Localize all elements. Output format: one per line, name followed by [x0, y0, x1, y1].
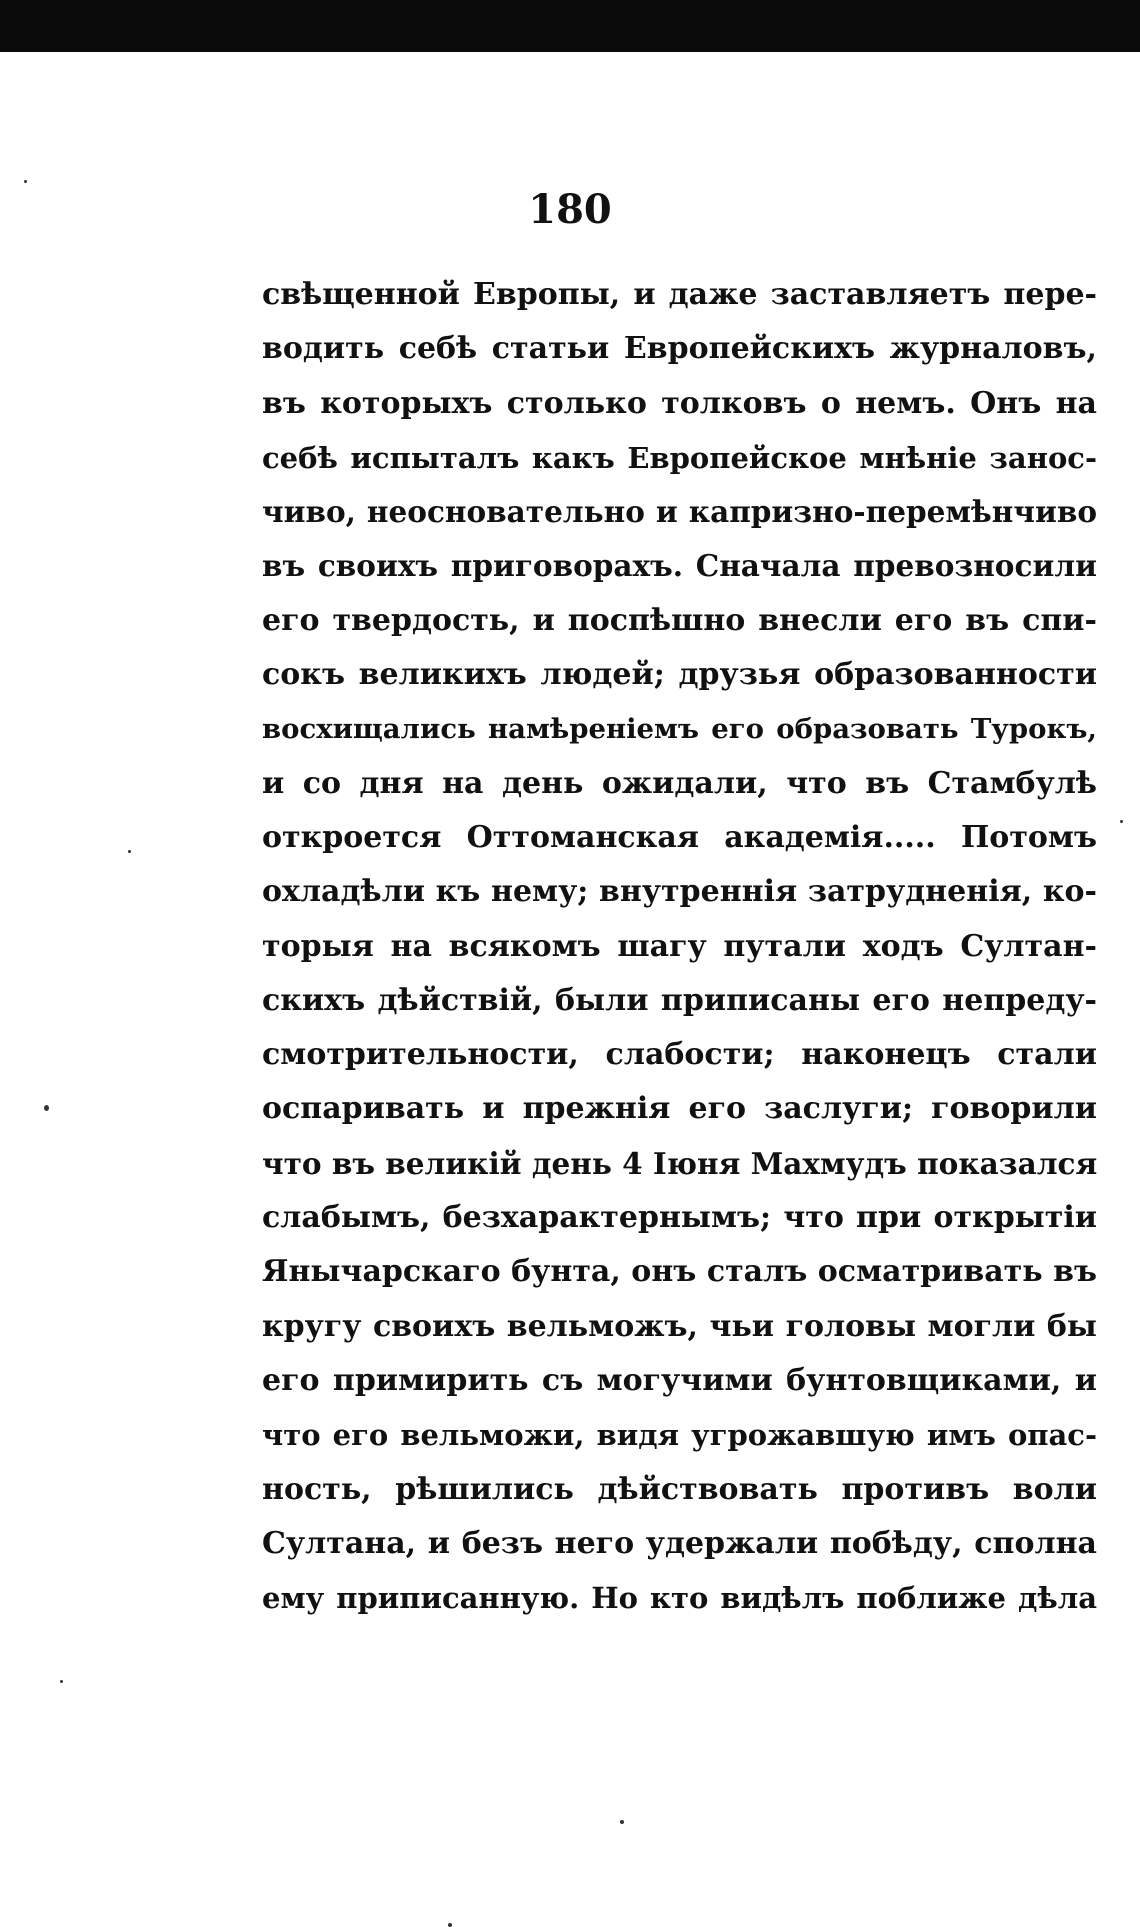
text-line: смотрительности, слабости; наконецъ стали [262, 1037, 1097, 1073]
scan-speck [448, 1923, 452, 1927]
text-line: сокъ великихъ людей; друзья образованности [262, 657, 1097, 693]
text-line: въ своихъ приговорахъ. Сначала превозносили [262, 548, 1097, 584]
scan-speck [60, 1680, 63, 1683]
text-line: его твердость, и поспѣшно внесли его въ спи- [262, 602, 1097, 638]
text-line: ность, рѣшились дѣйствовать противъ воли [262, 1471, 1097, 1507]
text-line: охладѣли къ нему; внутреннія затрудненія, ко- [262, 874, 1097, 910]
text-line: Янычарскаго бунта, онъ сталъ осматривать въ [262, 1254, 1097, 1290]
scan-speck [620, 1820, 624, 1824]
scan-speck [1120, 820, 1123, 823]
text-line: что его вельможи, видя угрожавшую имъ опас- [262, 1418, 1097, 1453]
text-line: чиво, неосновательно и капризно-перемѣнчиво [262, 494, 1097, 530]
scan-speck [44, 1105, 49, 1111]
text-line: его примирить съ могучими бунтовщиками, и [262, 1362, 1097, 1398]
text-line: себѣ испыталъ какъ Европейское мнѣніе занос- [262, 440, 1097, 475]
text-line: водить себѣ статьи Европейскихъ журналовъ, [262, 331, 1097, 367]
text-line: свѣщенной Европы, и даже заставляетъ пере- [262, 277, 1097, 312]
text-line: и со дня на день ожидали, что въ Стамбулѣ [262, 765, 1097, 801]
scan-speck [128, 850, 131, 853]
text-line: кругу своихъ вельможъ, чьи головы могли бы [262, 1308, 1097, 1344]
text-line: восхищались намѣреніемъ его образовать Турокъ, [262, 713, 1097, 746]
text-line: скихъ дѣйствій, были приписаны его непреду- [262, 982, 1097, 1018]
text-line: Султана, и безъ него удержали побѣду, сполна [262, 1525, 1097, 1561]
text-line: слабымъ, безхарактернымъ; что при открытіи [262, 1200, 1097, 1236]
text-line: что въ великій день 4 Іюня Махмудъ показался [262, 1145, 1098, 1181]
scan-top-border [0, 0, 1140, 52]
text-line: торыя на всякомъ шагу путали ходъ Султан- [262, 928, 1097, 964]
text-line: откроется Оттоманская академія..... Потомъ [262, 819, 1097, 855]
page-number: 180 [528, 186, 612, 233]
text-line: въ которыхъ столько толковъ о немъ. Онъ на [262, 385, 1097, 421]
text-line: оспаривать и прежнія его заслуги; говорили [262, 1091, 1097, 1127]
text-line: ему приписанную. Но кто видѣлъ поближе дѣла [262, 1581, 1097, 1616]
body-text [262, 268, 1097, 1625]
scan-speck [24, 180, 27, 183]
